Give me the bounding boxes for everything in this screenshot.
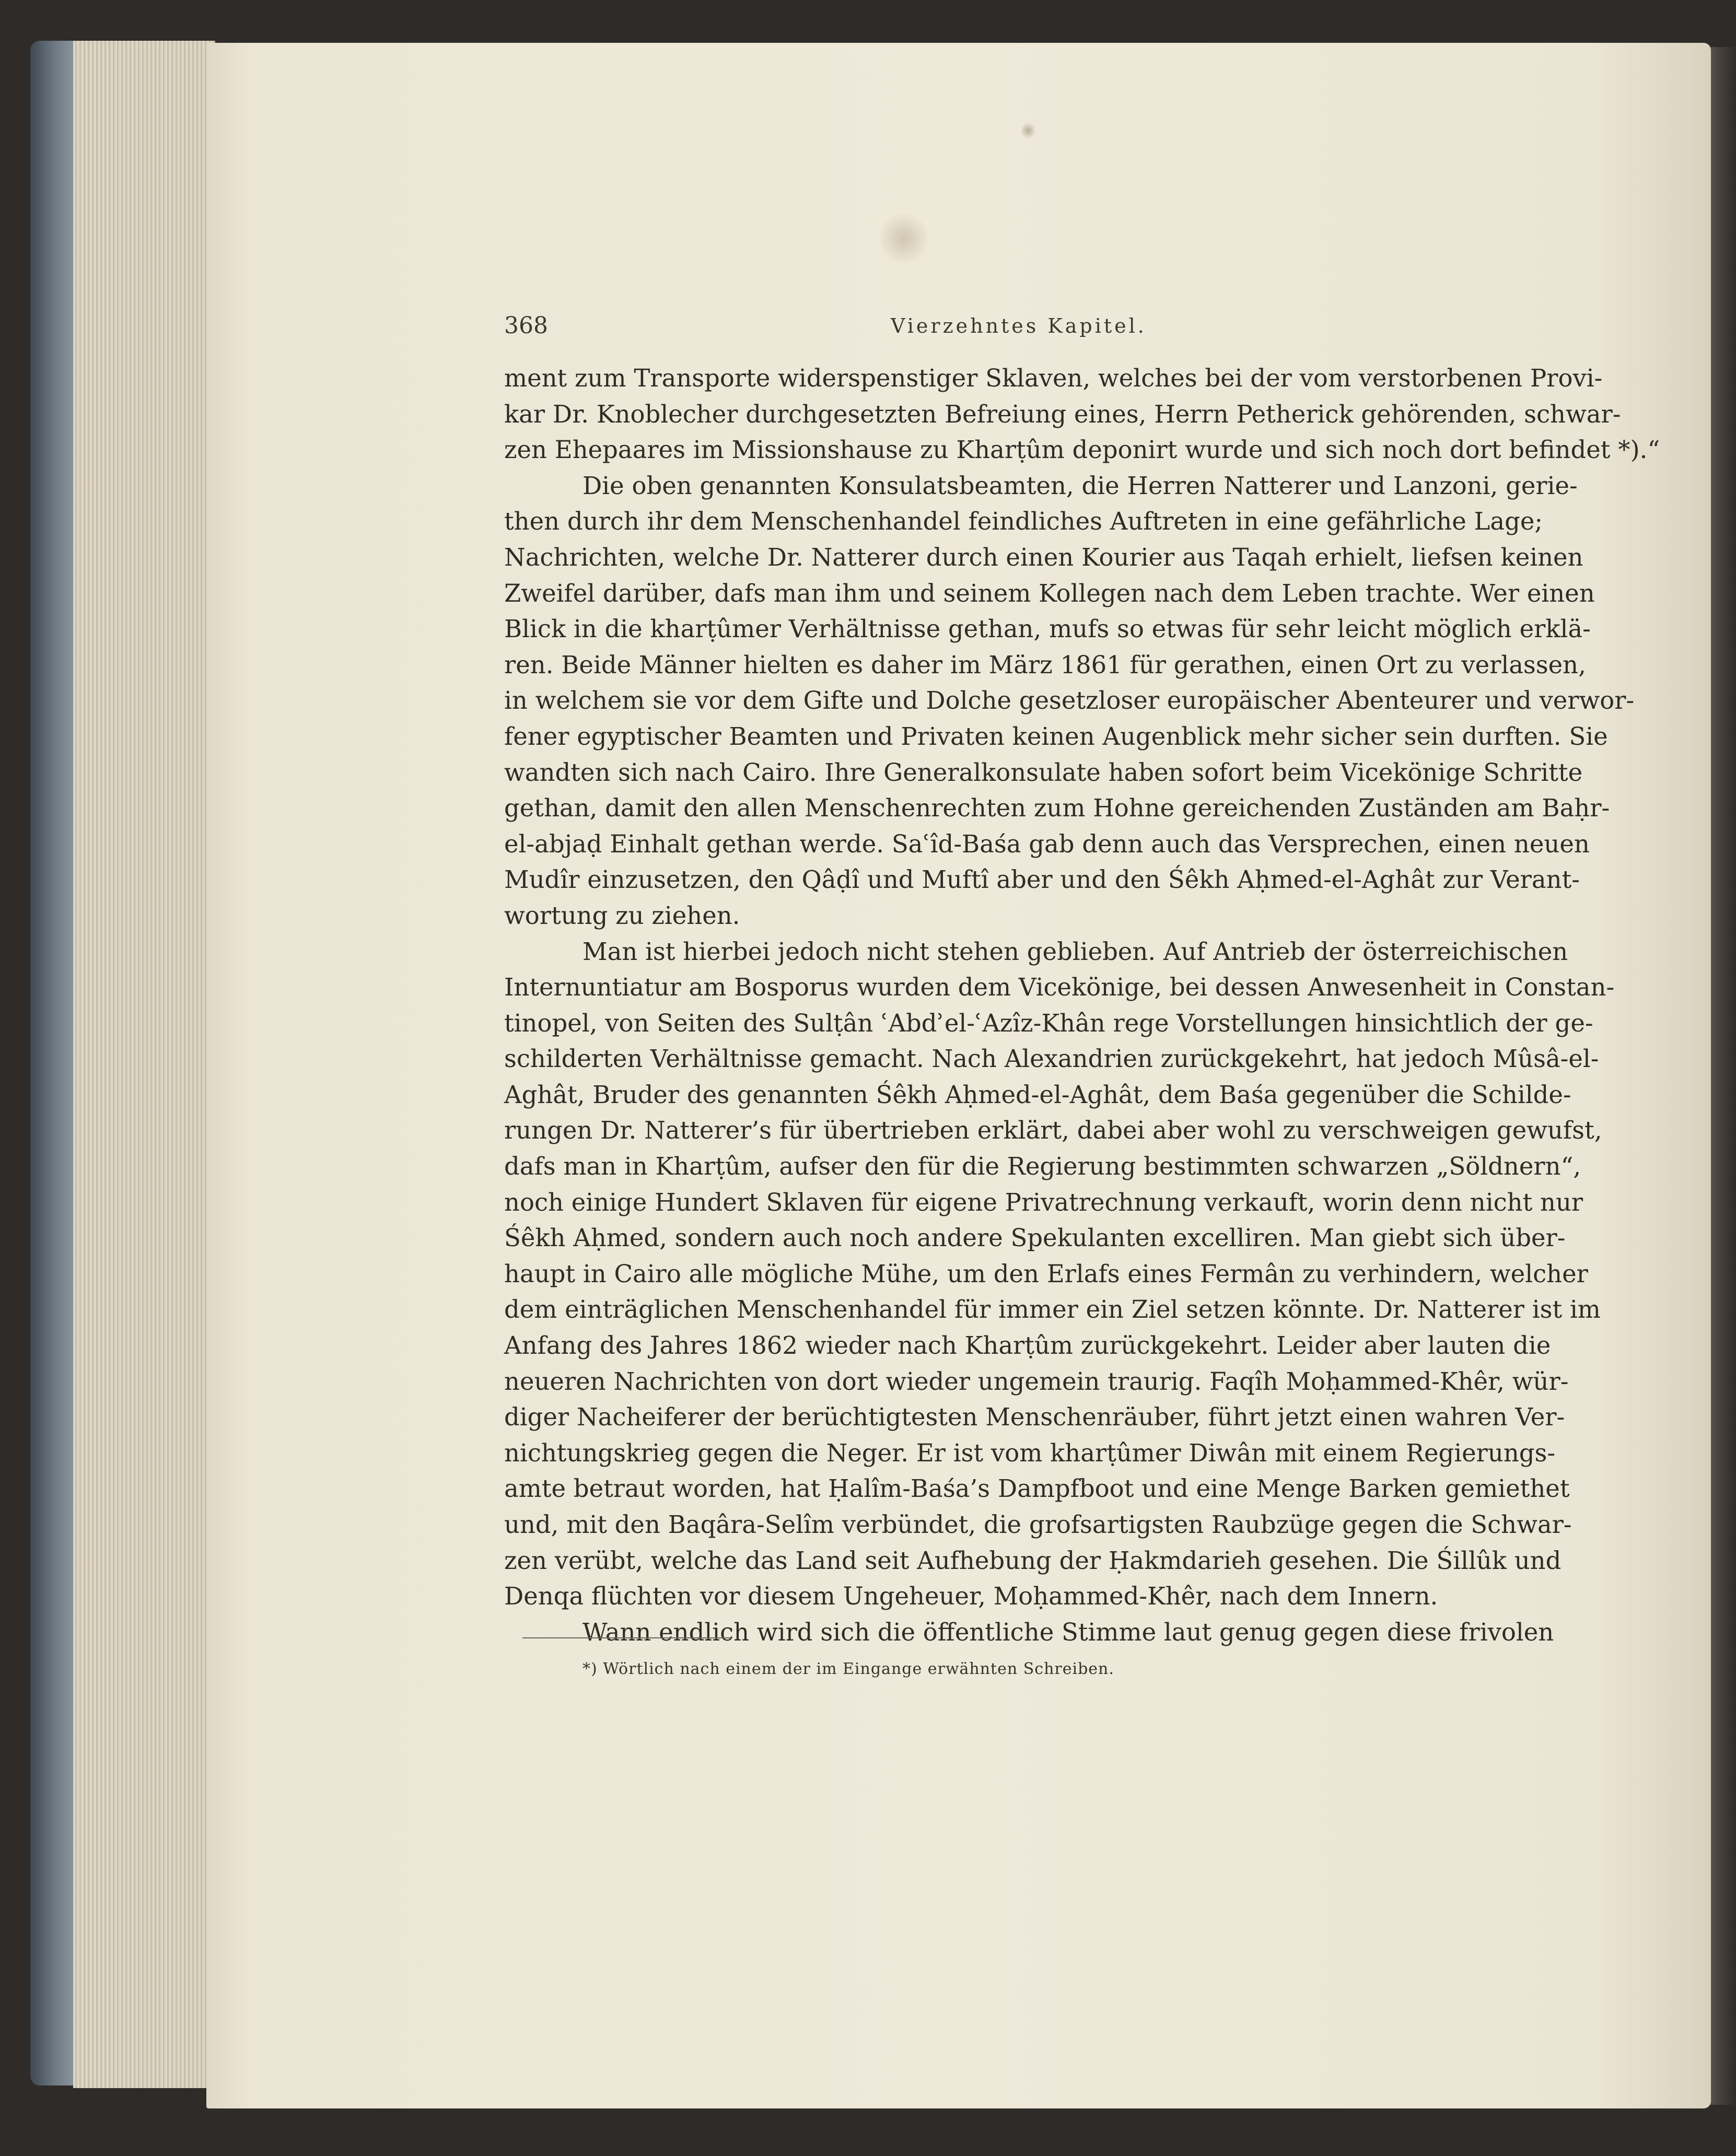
chapter-title: Vierzehntes Kapitel.: [891, 314, 1147, 337]
page-stain: [880, 210, 927, 267]
text-line: Zweifel darüber, dafs man ihm und seinem Kollegen nach dem Leben trachte. Wer einen: [504, 579, 1595, 607]
page-number: 368: [504, 312, 548, 339]
text-line: Śêkh Aḥmed, sondern auch noch andere Spekulanten excelliren. Man giebt sich über-: [504, 1224, 1566, 1252]
text-line: ment zum Transporte widerspenstiger Sklaven, welches bei der vom verstorbenen Provi-: [504, 364, 1603, 392]
text-line: neueren Nachrichten von dort wieder ungemein traurig. Faqîh Moḥammed-Khêr, wür-: [504, 1367, 1569, 1396]
running-head: [504, 312, 1557, 344]
text-line: schilderten Verhältnisse gemacht. Nach Alexandrien zurückgekehrt, hat jedoch Mûsâ-el-: [504, 1045, 1599, 1073]
text-line: then durch ihr dem Menschenhandel feindliches Auftreten in eine gefährliche Lage;: [504, 507, 1543, 536]
text-line: kar Dr. Knoblecher durchgesetzten Befreiung eines, Herrn Petherick gehörenden, schwar-: [504, 400, 1621, 428]
text-line: Denqa flüchten vor diesem Ungeheuer, Moḥammed-Khêr, nach dem Innern.: [504, 1582, 1438, 1611]
text-line: Nachrichten, welche Dr. Natterer durch einen Kourier aus Taqah erhielt, liefsen keinen: [504, 543, 1583, 571]
text-line: Anfang des Jahres 1862 wieder nach Kharṭûm zurückgekehrt. Leider aber lauten die: [504, 1331, 1551, 1360]
text-line: Man ist hierbei jedoch nicht stehen geblieben. Auf Antrieb der österreichischen: [582, 937, 1568, 966]
text-line: fener egyptischer Beamten und Privaten keinen Augenblick mehr sicher sein durften. Sie: [504, 722, 1608, 751]
text-line: wandten sich nach Cairo. Ihre Generalkonsulate haben sofort beim Vicekönige Schritte: [504, 758, 1583, 787]
text-line: zen Ehepaares im Missionshause zu Kharṭûm deponirt wurde und sich noch dort befindet *).“: [504, 436, 1660, 464]
body-text: [504, 360, 1660, 1650]
text-line: Aghât, Bruder des genannten Śêkh Aḥmed-el-Aghât, dem Baśa gegenüber die Schilde-: [504, 1080, 1571, 1109]
text-line: Mudîr einzusetzen, den Qâḍî und Muftî aber und den Śêkh Aḥmed-el-Aghât zur Verant-: [504, 865, 1580, 894]
text-line: noch einige Hundert Sklaven für eigene Privatrechnung verkauft, worin denn nicht nur: [504, 1188, 1583, 1216]
text-line: el-abjaḍ Einhalt gethan werde. Saʿîd-Baśa gab denn auch das Versprechen, einen neuen: [504, 829, 1590, 858]
text-line: Internuntiatur am Bosporus wurden dem Vicekönige, bei dessen Anwesenheit in Constan-: [504, 973, 1615, 1002]
text-line: Blick in die kharṭûmer Verhältnisse gethan, mufs so etwas für sehr leicht möglich erklä-: [504, 615, 1591, 643]
text-line: in welchem sie vor dem Gifte und Dolche gesetzloser europäischer Abenteurer und verwor-: [504, 686, 1635, 715]
text-line: dafs man in Kharṭûm, aufser den für die Regierung bestimmten schwarzen „Söldnern“,: [504, 1152, 1581, 1181]
page-stain: [1021, 121, 1035, 140]
footnote: *) Wörtlich nach einem der im Eingange erwähnten Schreiben.: [582, 1660, 1114, 1678]
page-edges: [73, 41, 215, 2088]
text-line: ren. Beide Männer hielten es daher im März 1861 für gerathen, einen Ort zu verlassen,: [504, 650, 1586, 679]
text-line: und, mit den Baqâra-Selîm verbündet, die grofsartigsten Raubzüge gegen die Schwar-: [504, 1510, 1572, 1539]
text-line: dem einträglichen Menschenhandel für immer ein Ziel setzen könnte. Dr. Natterer ist im: [504, 1295, 1601, 1324]
text-line: Die oben genannten Konsulatsbeamten, die Herren Natterer und Lanzoni, gerie-: [582, 471, 1578, 500]
text-line: nichtungskrieg gegen die Neger. Er ist vom kharṭûmer Diwân mit einem Regierungs-: [504, 1438, 1556, 1467]
text-line: zen verübt, welche das Land seit Aufhebung der Ḥakmdarieh gesehen. Die Śillûk und: [504, 1546, 1562, 1575]
text-line: Wann endlich wird sich die öffentliche Stimme laut genug gegen diese frivolen: [582, 1618, 1554, 1646]
text-line: diger Nacheiferer der berüchtigtesten Menschenräuber, führt jetzt einen wahren Ver-: [504, 1403, 1565, 1432]
text-line: amte betraut worden, hat Ḥalîm-Baśa’s Dampfboot und eine Menge Barken gemiethet: [504, 1474, 1570, 1503]
text-line: tinopel, von Seiten des Sulṭân ʿAbdʾel-ʿAzîz-Khân rege Vorstellungen hinsichtlich der ge-: [504, 1009, 1593, 1037]
text-line: wortung zu ziehen.: [504, 901, 740, 930]
footnote-divider: [522, 1637, 731, 1638]
text-line: rungen Dr. Natterer’s für übertrieben erklärt, dabei aber wohl zu verschweigen gewufst,: [504, 1116, 1602, 1145]
text-line: gethan, damit den allen Menschenrechten zum Hohne gereichenden Zuständen am Baḥr-: [504, 794, 1610, 823]
text-line: haupt in Cairo alle mögliche Mühe, um den Erlafs eines Fermân zu verhindern, welcher: [504, 1259, 1588, 1288]
